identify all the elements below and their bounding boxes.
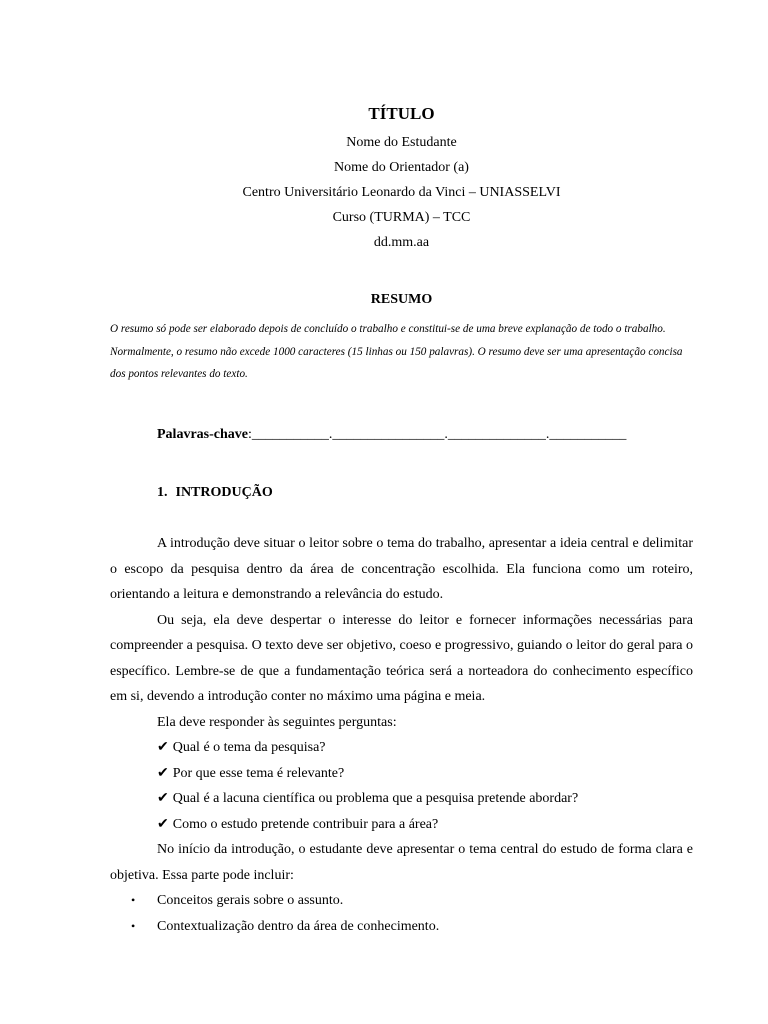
questions-intro: Ela deve responder às seguintes perguntas: (157, 714, 397, 730)
introduction-paragraph: A introdução deve situar o leitor sobre o tema do trabalho, apresentar a ideia central e delimitar o escopo da pesquisa dentro da área de concentração escolhida. Ela funciona como um roteiro, orientando a leitura e demonstrando a relevância do estudo. (110, 536, 693, 602)
keywords-label: Palavras-chave (157, 427, 248, 442)
course-name: Curso (TURMA) – TCC (332, 210, 471, 225)
keywords-blanks: :___________.________________.______________.___________ (247, 427, 627, 442)
abstract-text: O resumo só pode ser elaborado depois de concluído o trabalho e constitui-se de uma breve explanação de todo o trabalho. Normalmente, o resumo não excede 1000 caracteres (15 linhas ou 150 palavras). O resumo deve ser uma apresentação concisa dos pontos relevantes do texto. (110, 323, 683, 380)
question-text: Qual é o tema da pesquisa? (172, 740, 326, 755)
document-date: dd.mm.aa (373, 235, 430, 250)
section-heading-introduction (157, 482, 273, 504)
check-icon: ✔ (157, 765, 169, 781)
question-item (110, 812, 693, 838)
bullet-icon: • (131, 918, 136, 933)
question-item (110, 761, 693, 787)
abstract-heading: RESUMO (370, 292, 433, 307)
bullet-item (110, 888, 693, 914)
bullet-icon: • (131, 893, 136, 907)
check-icon: ✔ (157, 740, 169, 755)
document-title: TÍTULO (368, 104, 435, 123)
introduction-paragraph: No início da introdução, o estudante deve apresentar o tema central do estudo de forma clara e objetiva. Essa parte pode incluir: (110, 842, 693, 883)
title-block (110, 130, 693, 255)
check-icon: ✔ (157, 816, 169, 832)
section-number: 1. (157, 485, 168, 500)
bullet-item (110, 914, 693, 940)
question-item (110, 786, 693, 812)
section-title: INTRODUÇÃO (175, 485, 273, 500)
bullet-text: Contextualização dentro da área de conhecimento. (157, 918, 440, 934)
bullet-text: Conceitos gerais sobre o assunto. (157, 893, 344, 908)
advisor-name: Nome do Orientador (a) (334, 160, 469, 175)
question-text: Qual é a lacuna científica ou problema que a pesquisa pretende abordar? (172, 791, 579, 806)
question-text: Como o estudo pretende contribuir para a área? (172, 816, 439, 832)
question-item (110, 735, 693, 761)
introduction-paragraph: Ou seja, ela deve despertar o interesse do leitor e fornecer informações necessárias para compreender a pesquisa. O texto deve ser objetivo, coeso e progressivo, guiando o leitor do geral para o específico. Lembre-se de que a fundamentação teórica será a norteadora do conhecimento específico em si, devendo a introdução conter no máximo uma página e meia. (110, 612, 693, 704)
question-text: Por que esse tema é relevante? (172, 765, 345, 781)
introduction-body (110, 531, 693, 939)
institution-name: Centro Universitário Leonardo da Vinci – UNIASSELVI (242, 185, 561, 200)
student-name: Nome do Estudante (346, 135, 457, 150)
check-icon: ✔ (157, 791, 169, 806)
keywords-line (157, 424, 626, 446)
document-page (110, 0, 693, 1024)
